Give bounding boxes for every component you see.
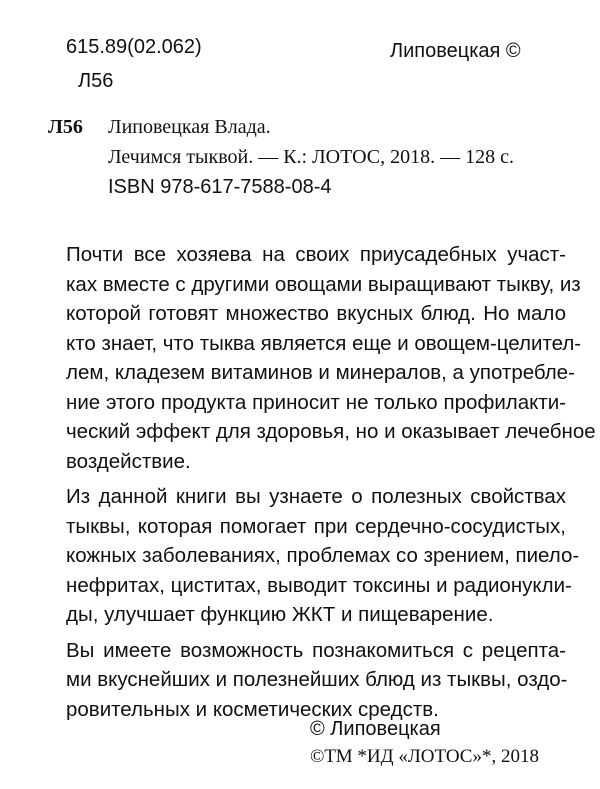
text-line: тыквы, которая помогает при сердечно-сосудистых, [66, 514, 566, 538]
text-line: Из данной книги вы узнаете о полезных свойствах [66, 485, 566, 508]
annotation-paragraph [66, 636, 566, 725]
text-line: ние этого продукта приносит не только профилакти- [66, 390, 566, 414]
author-mark: Л56 [78, 70, 114, 92]
udc-code: 615.89(02.062) [66, 36, 202, 58]
text-line: Почти все хозяева на своих приусадебных участ- [66, 243, 566, 266]
text-line: ческий эффект для здоровья, но и оказывает лечебное [66, 420, 596, 443]
text-line: Вы имеете возможность познакомиться с рецепта- [66, 638, 566, 662]
text-line: кожных заболеваниях, проблемах со зрением, пиело- [66, 544, 580, 567]
bibliographic-author: Липовецкая Влада. [108, 116, 271, 138]
annotation-paragraph [66, 482, 580, 630]
annotation-paragraph [66, 240, 596, 476]
text-line: лем, кладезем витаминов и минералов, а употребле- [66, 361, 575, 384]
copyright-author: © Липовецкая [310, 718, 441, 740]
isbn: ISBN 978-617-7588-08-4 [108, 176, 332, 198]
bibliographic-code: Л56 [48, 116, 83, 138]
copyright-publisher: ©ТМ *ИД «ЛОТОС»*, 2018 [310, 746, 539, 767]
text-line: ровительных и косметических средств. [66, 697, 439, 721]
text-line: нефритах, циститах, выводит токсины и радионукли- [66, 573, 572, 597]
annotation [66, 240, 596, 730]
text-line: которой готовят множество вкусных блюд. Но мало [66, 302, 566, 325]
text-line: кто знает, что тыква является еще и овощем-целител- [66, 331, 582, 355]
text-line: ды, улучшает функцию ЖКТ и пищеварение. [66, 603, 494, 626]
text-line: ми вкуснейших и полезнейших блюд из тыквы, оздо- [66, 668, 568, 691]
text-line: воздействие. [66, 449, 191, 473]
text-line: ках вместе с другими овощами выращивают тыкву, из [66, 272, 581, 296]
author-sign: Липовецкая © [390, 40, 521, 62]
bibliographic-title: Лечимся тыквой. — К.: ЛОТОС, 2018. — 128 с. [108, 146, 514, 168]
